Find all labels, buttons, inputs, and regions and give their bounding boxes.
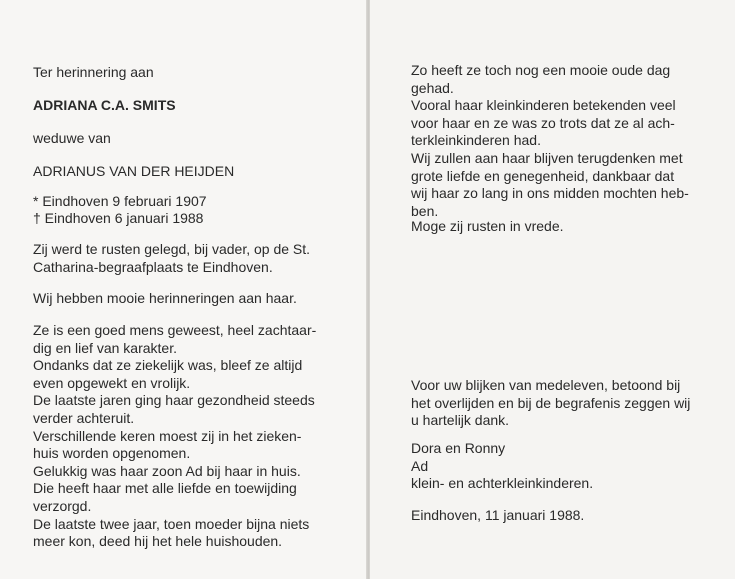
story-line: Verschillende keren moest zij in het zieken- [33, 427, 302, 444]
story-paragraph [33, 322, 316, 551]
spouse-name: ADRIANUS VAN DER HEIJDEN [33, 163, 235, 179]
story-line: Ze is een goed mens geweest, heel zachtaar- [33, 322, 317, 338]
story-line: De laatste jaren ging haar gezondheid steeds [33, 392, 315, 409]
signatory-line: klein- en achterkleinkinderen. [411, 475, 594, 492]
thanks-line: het overlijden en bij de begrafenis zeggen wij [411, 394, 691, 411]
place-date-text: Eindhoven, 11 januari 1988. [411, 507, 585, 523]
story-line: even opgewekt en vrolijk. [33, 374, 191, 391]
memories-text: Wij hebben mooie herinneringen aan haar. [33, 290, 297, 306]
thanks-paragraph [411, 377, 690, 430]
story-line: huis worden opgenomen. [33, 445, 191, 462]
signatory-line: Dora en Ronny [411, 440, 506, 456]
story-line: dig en lief van karakter. [33, 339, 177, 356]
reflection-line: Zo heeft ze toch nog een mooie oude dag [411, 62, 671, 78]
death-line: † Eindhoven 6 januari 1988 [33, 210, 204, 226]
story-line: verder achteruit. [33, 409, 135, 426]
thanks-line: u hartelijk dank. [411, 412, 510, 429]
reflection-line: terkleinkinderen had. [411, 132, 541, 149]
story-line: Ondanks dat ze ziekelijk was, bleef ze altijd [33, 357, 303, 374]
reflection-line: grote liefde en genegenheid, dankbaar dat [411, 167, 675, 184]
deceased-name: ADRIANA C.A. SMITS [33, 97, 176, 113]
story-line: Gelukkig was haar zoon Ad bij haar in huis. [33, 462, 301, 479]
reflection-line: ben. [411, 202, 439, 219]
story-line: De laatste twee jaar, toen moeder bijna niets [33, 515, 310, 532]
story-line: Die heeft haar met alle liefde en toewijding [33, 480, 297, 497]
right-page [370, 0, 735, 579]
reflection-line: Vooral haar kleinkinderen betekenden veel [411, 97, 676, 114]
reflection-line: gehad. [411, 79, 454, 96]
burial-line: Zij werd te rusten gelegd, bij vader, op de St. [33, 241, 311, 257]
widow-of-text: weduwe van [33, 130, 111, 146]
thanks-line: Voor uw blijken van medeleven, betoond bij [411, 377, 681, 393]
story-line: meer kon, deed hij het hele huishouden. [33, 533, 283, 550]
reflection-paragraph [411, 62, 689, 220]
reflection-line: wij haar zo lang in ons midden mochten heb- [411, 185, 689, 202]
signatories-block [411, 440, 593, 493]
burial-paragraph [33, 241, 310, 276]
reflection-line: voor haar en ze was zo trots dat ze al ach- [411, 114, 675, 131]
intro-text: Ter herinnering aan [33, 64, 154, 80]
rest-in-peace-text: Moge zij rusten in vrede. [411, 218, 564, 234]
birth-line: * Eindhoven 9 februari 1907 [33, 193, 207, 209]
story-line: verzorgd. [33, 497, 92, 514]
reflection-line: Wij zullen aan haar blijven terugdenken met [411, 149, 683, 166]
left-page [0, 0, 367, 579]
signatory-line: Ad [411, 457, 429, 474]
burial-line: Catharina-begraafplaats te Eindhoven. [33, 258, 273, 275]
